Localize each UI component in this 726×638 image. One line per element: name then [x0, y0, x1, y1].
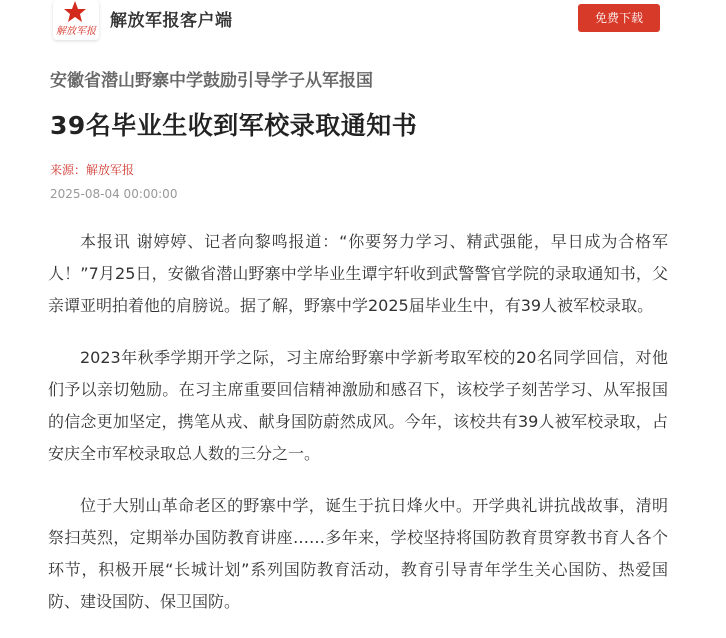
- article-paragraph: 位于大别山革命老区的野寨中学，诞生于抗日烽火中。开学典礼讲抗战故事，清明祭扫英烈，定期举办国防教育讲座……多年来，学校坚持将国防教育贯穿教书育人各个环节，积极开展“长城计划”系列国防教育活动，教育引导青年学生关心国防、热爱国防、建设国防、保卫国防。: [48, 496, 668, 611]
- article-body: [48, 226, 668, 638]
- article-subtitle: 安徽省潜山野寨中学鼓励引导学子从军报国: [50, 71, 373, 91]
- article-source[interactable]: 来源：解放军报: [50, 163, 135, 177]
- article-paragraph: 2023年秋季学期开学之际，习主席给野寨中学新考取军校的20名同学回信，对他们予以亲切勉励。在习主席重要回信精神激励和感召下，该校学子刻苦学习、从军报国的信念更加坚定，携笔从戎、献身国防蔚然成风。今年，该校共有39人被军校录取，占安庆全市军校录取总人数的三分之一。: [48, 348, 668, 463]
- article-paragraph: 本报讯 谢婷婷、记者向黎鸣报道：“你要努力学习、精武强能，早日成为合格军人！”7月25日，安徽省潜山野寨中学毕业生谭宇轩收到武警警官学院的录取通知书，父亲谭亚明拍着他的肩膀说。据了解，野寨中学2025届毕业生中，有39人被军校录取。: [48, 232, 668, 315]
- article-date: 2025-08-04 00:00:00: [50, 187, 178, 201]
- app-name: 解放军报客户端: [110, 11, 233, 31]
- svg-text:解放军报: 解放军报: [56, 26, 96, 37]
- download-button[interactable]: 免费下载: [578, 4, 660, 32]
- app-header: [0, 0, 726, 40]
- star-logo-icon: [53, 0, 99, 40]
- article-title: 39名毕业生收到军校录取通知书: [50, 111, 418, 140]
- app-logo[interactable]: [53, 0, 99, 40]
